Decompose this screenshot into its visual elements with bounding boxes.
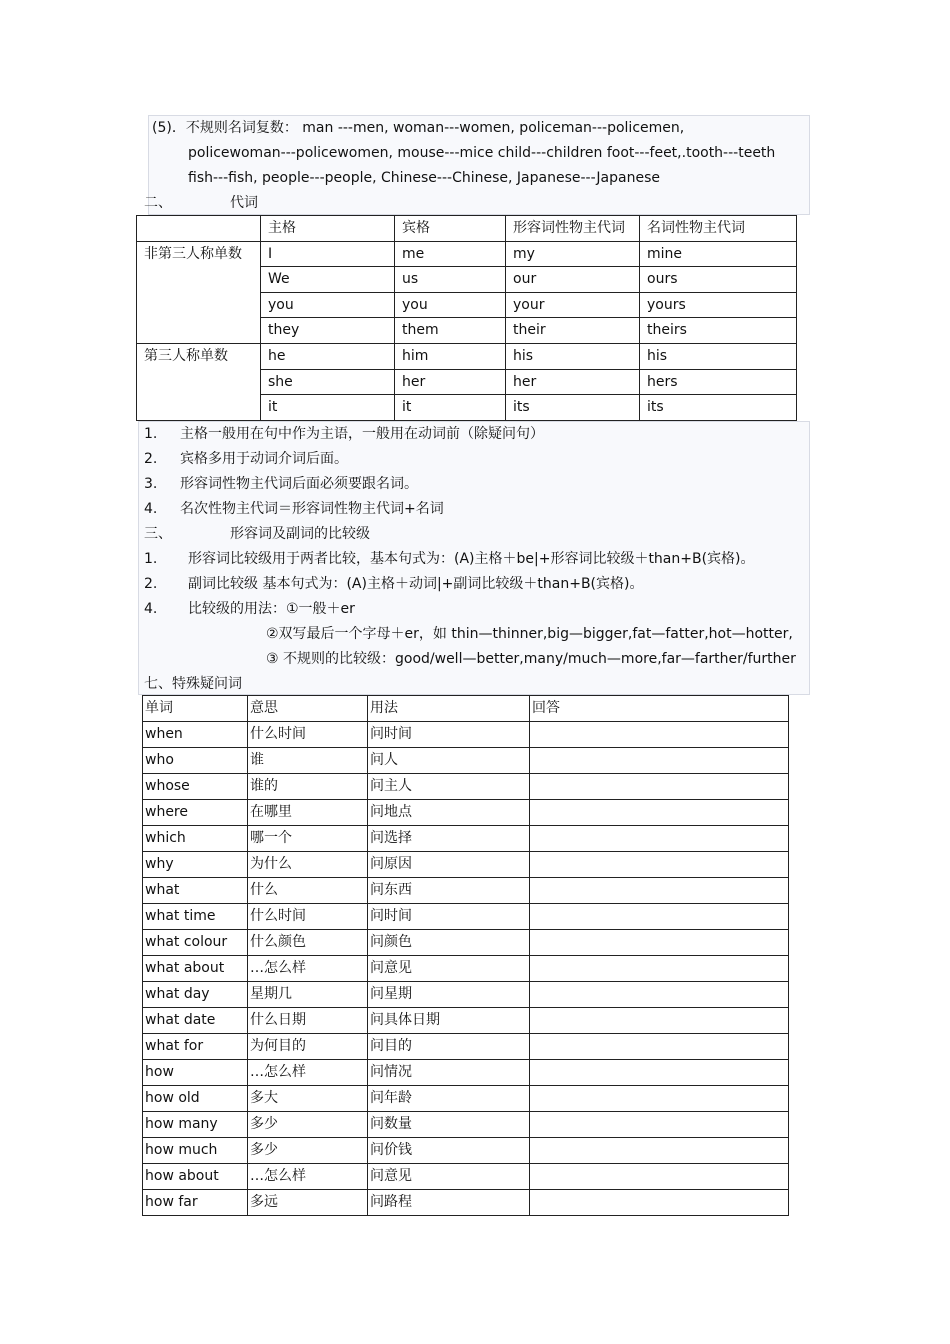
- qword-answer: [530, 1112, 789, 1138]
- note-text: 主格一般用在句中作为主语，一般用在动词前（除疑问句）: [180, 426, 544, 442]
- table-row: [143, 1034, 789, 1060]
- qword-answer: [530, 1060, 789, 1086]
- qword-meaning: …怎么样: [248, 956, 368, 982]
- note-text: 宾格多用于动词介词后面。: [180, 451, 348, 467]
- table-row: [143, 1086, 789, 1112]
- compare-section-number: 三、: [144, 526, 172, 542]
- table-cell: he: [261, 343, 395, 369]
- qword-word: when: [143, 722, 248, 748]
- pronoun-header-blank: [137, 216, 261, 242]
- table-cell: me: [395, 241, 506, 267]
- qword-answer: [530, 1008, 789, 1034]
- qword-answer: [530, 826, 789, 852]
- qword-answer: [530, 982, 789, 1008]
- qword-usage: 问主人: [368, 774, 530, 800]
- qword-answer: [530, 852, 789, 878]
- qword-header-row: [143, 696, 789, 722]
- table-row: [137, 241, 797, 267]
- pronoun-section-heading: [144, 193, 258, 213]
- note-item: [144, 474, 418, 494]
- plural-line-1: (5)．不规则名词复数： man ---men, woman---women, policeman---policemen,: [152, 120, 685, 136]
- table-cell: its: [506, 395, 640, 421]
- qword-usage: 问原因: [368, 852, 530, 878]
- table-cell: us: [395, 267, 506, 293]
- qword-answer: [530, 930, 789, 956]
- table-row: [143, 982, 789, 1008]
- table-cell: his: [506, 343, 640, 369]
- qword-header-answer: 回答: [530, 696, 789, 722]
- qword-usage: 问东西: [368, 878, 530, 904]
- qword-meaning: 什么颜色: [248, 930, 368, 956]
- table-cell: yours: [640, 292, 797, 318]
- table-cell: them: [395, 318, 506, 344]
- qword-word: what about: [143, 956, 248, 982]
- qword-usage: 问时间: [368, 722, 530, 748]
- compare-text: 形容词比较级用于两者比较，基本句式为：(A)主格＋be|+形容词比较级＋than+B(宾格)。: [188, 551, 755, 567]
- qword-meaning: 为何目的: [248, 1034, 368, 1060]
- qword-answer: [530, 878, 789, 904]
- compare-item: [144, 549, 755, 569]
- qword-usage: 问情况: [368, 1060, 530, 1086]
- question-word-table: [142, 695, 789, 1216]
- qword-word: how many: [143, 1112, 248, 1138]
- table-row: [143, 1190, 789, 1216]
- qword-usage: 问颜色: [368, 930, 530, 956]
- table-cell: she: [261, 369, 395, 395]
- note-number: 1.: [144, 426, 158, 442]
- table-cell: We: [261, 267, 395, 293]
- qword-usage: 问价钱: [368, 1138, 530, 1164]
- table-cell: her: [506, 369, 640, 395]
- table-cell: our: [506, 267, 640, 293]
- qword-meaning: 谁: [248, 748, 368, 774]
- qword-meaning: 星期几: [248, 982, 368, 1008]
- pronoun-header-noun-possessive: 名词性物主代词: [640, 216, 797, 242]
- qword-word: whose: [143, 774, 248, 800]
- qword-usage: 问地点: [368, 800, 530, 826]
- qword-answer: [530, 1086, 789, 1112]
- note-text: 名次性物主代词＝形容词性物主代词+名词: [180, 501, 444, 517]
- table-row: [143, 800, 789, 826]
- table-cell: their: [506, 318, 640, 344]
- table-row: [143, 852, 789, 878]
- qword-answer: [530, 1138, 789, 1164]
- qword-meaning: 为什么: [248, 852, 368, 878]
- qword-word: what date: [143, 1008, 248, 1034]
- table-row: [143, 904, 789, 930]
- table-row: [143, 774, 789, 800]
- qword-usage: 问人: [368, 748, 530, 774]
- compare-text: 比较级的用法：①一般＋er: [188, 601, 355, 617]
- pronoun-header-object: 宾格: [395, 216, 506, 242]
- qword-meaning: 什么日期: [248, 1008, 368, 1034]
- qword-word: how: [143, 1060, 248, 1086]
- table-cell: her: [395, 369, 506, 395]
- qword-word: which: [143, 826, 248, 852]
- qword-meaning: 多少: [248, 1112, 368, 1138]
- pronoun-header-row: [137, 216, 797, 242]
- compare-section-title: 形容词及副词的比较级: [230, 526, 370, 542]
- note-number: 4.: [144, 501, 158, 517]
- qword-usage: 问意见: [368, 1164, 530, 1190]
- qword-usage: 问数量: [368, 1112, 530, 1138]
- table-cell: his: [640, 343, 797, 369]
- qword-meaning: …怎么样: [248, 1060, 368, 1086]
- table-row: [143, 748, 789, 774]
- pronoun-header-subject: 主格: [261, 216, 395, 242]
- pronoun-section-number: 二、: [144, 195, 172, 211]
- compare-section-heading: [144, 524, 370, 544]
- qword-word: what time: [143, 904, 248, 930]
- table-cell: you: [395, 292, 506, 318]
- table-cell: it: [395, 395, 506, 421]
- qword-answer: [530, 722, 789, 748]
- table-cell: I: [261, 241, 395, 267]
- qword-header-meaning: 意思: [248, 696, 368, 722]
- qword-header-usage: 用法: [368, 696, 530, 722]
- table-cell: hers: [640, 369, 797, 395]
- compare-number: 1.: [144, 551, 158, 567]
- compare-number: 4.: [144, 601, 158, 617]
- qword-word: why: [143, 852, 248, 878]
- compare-number: 2.: [144, 576, 158, 592]
- qword-word: how old: [143, 1086, 248, 1112]
- qword-answer: [530, 800, 789, 826]
- qword-usage: 问路程: [368, 1190, 530, 1216]
- table-cell: my: [506, 241, 640, 267]
- qword-usage: 问意见: [368, 956, 530, 982]
- plural-line-2: policewoman---policewomen, mouse---mice child---children foot---feet,.tooth---teeth: [188, 145, 776, 161]
- qword-usage: 问时间: [368, 904, 530, 930]
- note-text: 形容词性物主代词后面必须要跟名词。: [180, 476, 418, 492]
- qword-meaning: 什么时间: [248, 722, 368, 748]
- table-row: [143, 1138, 789, 1164]
- pronoun-group-third: 第三人称单数: [137, 343, 261, 420]
- table-row: [143, 956, 789, 982]
- compare-item: [144, 574, 643, 594]
- qword-meaning: 多少: [248, 1138, 368, 1164]
- note-number: 3.: [144, 476, 158, 492]
- qword-answer: [530, 774, 789, 800]
- qword-usage: 问星期: [368, 982, 530, 1008]
- qword-answer: [530, 1034, 789, 1060]
- qword-meaning: 哪一个: [248, 826, 368, 852]
- table-cell: theirs: [640, 318, 797, 344]
- note-item: [144, 449, 348, 469]
- qword-answer: [530, 956, 789, 982]
- table-cell: him: [395, 343, 506, 369]
- qword-usage: 问具体日期: [368, 1008, 530, 1034]
- qword-meaning: 多远: [248, 1190, 368, 1216]
- table-cell: you: [261, 292, 395, 318]
- compare-item: [144, 599, 355, 619]
- table-row: [143, 930, 789, 956]
- qword-word: what for: [143, 1034, 248, 1060]
- qword-meaning: 多大: [248, 1086, 368, 1112]
- qword-answer: [530, 904, 789, 930]
- qword-answer: [530, 1164, 789, 1190]
- table-row: [143, 878, 789, 904]
- qword-usage: 问年龄: [368, 1086, 530, 1112]
- qword-word: who: [143, 748, 248, 774]
- note-item: [144, 424, 544, 444]
- table-cell: mine: [640, 241, 797, 267]
- table-row: [143, 826, 789, 852]
- pronoun-header-adj-possessive: 形容词性物主代词: [506, 216, 640, 242]
- note-item: [144, 499, 444, 519]
- qword-header-word: 单词: [143, 696, 248, 722]
- qword-word: how far: [143, 1190, 248, 1216]
- qword-meaning: 在哪里: [248, 800, 368, 826]
- table-row: [143, 1112, 789, 1138]
- qword-meaning: 什么时间: [248, 904, 368, 930]
- table-row: [143, 1164, 789, 1190]
- note-number: 2.: [144, 451, 158, 467]
- qword-meaning: …怎么样: [248, 1164, 368, 1190]
- qword-section-heading: 七、特殊疑问词: [144, 676, 242, 692]
- qword-usage: 问目的: [368, 1034, 530, 1060]
- plural-line-3: fish---fish, people---people, Chinese---Chinese, Japanese---Japanese: [188, 170, 660, 186]
- qword-word: what day: [143, 982, 248, 1008]
- qword-meaning: 谁的: [248, 774, 368, 800]
- table-cell: it: [261, 395, 395, 421]
- compare-text: 副词比较级 基本句式为：(A)主格＋动词|+副词比较级＋than+B(宾格)。: [188, 576, 644, 592]
- table-cell: ours: [640, 267, 797, 293]
- table-row: [143, 722, 789, 748]
- qword-word: how about: [143, 1164, 248, 1190]
- qword-word: what colour: [143, 930, 248, 956]
- table-cell: its: [640, 395, 797, 421]
- table-row: [137, 343, 797, 369]
- table-row: [143, 1008, 789, 1034]
- compare-sub-item: ②双写最后一个字母＋er，如 thin—thinner,big—bigger,fat—fatter,hot—hotter,: [266, 626, 793, 642]
- qword-answer: [530, 748, 789, 774]
- qword-answer: [530, 1190, 789, 1216]
- qword-word: how much: [143, 1138, 248, 1164]
- qword-word: where: [143, 800, 248, 826]
- table-cell: your: [506, 292, 640, 318]
- table-row: [143, 1060, 789, 1086]
- pronoun-group-non-third: 非第三人称单数: [137, 241, 261, 343]
- qword-word: what: [143, 878, 248, 904]
- table-cell: they: [261, 318, 395, 344]
- pronoun-section-title: 代词: [230, 195, 258, 211]
- qword-usage: 问选择: [368, 826, 530, 852]
- pronoun-table: [136, 215, 797, 421]
- compare-sub-item: ③ 不规则的比较级：good/well—better,many/much—more,far—farther/further: [266, 651, 796, 667]
- qword-meaning: 什么: [248, 878, 368, 904]
